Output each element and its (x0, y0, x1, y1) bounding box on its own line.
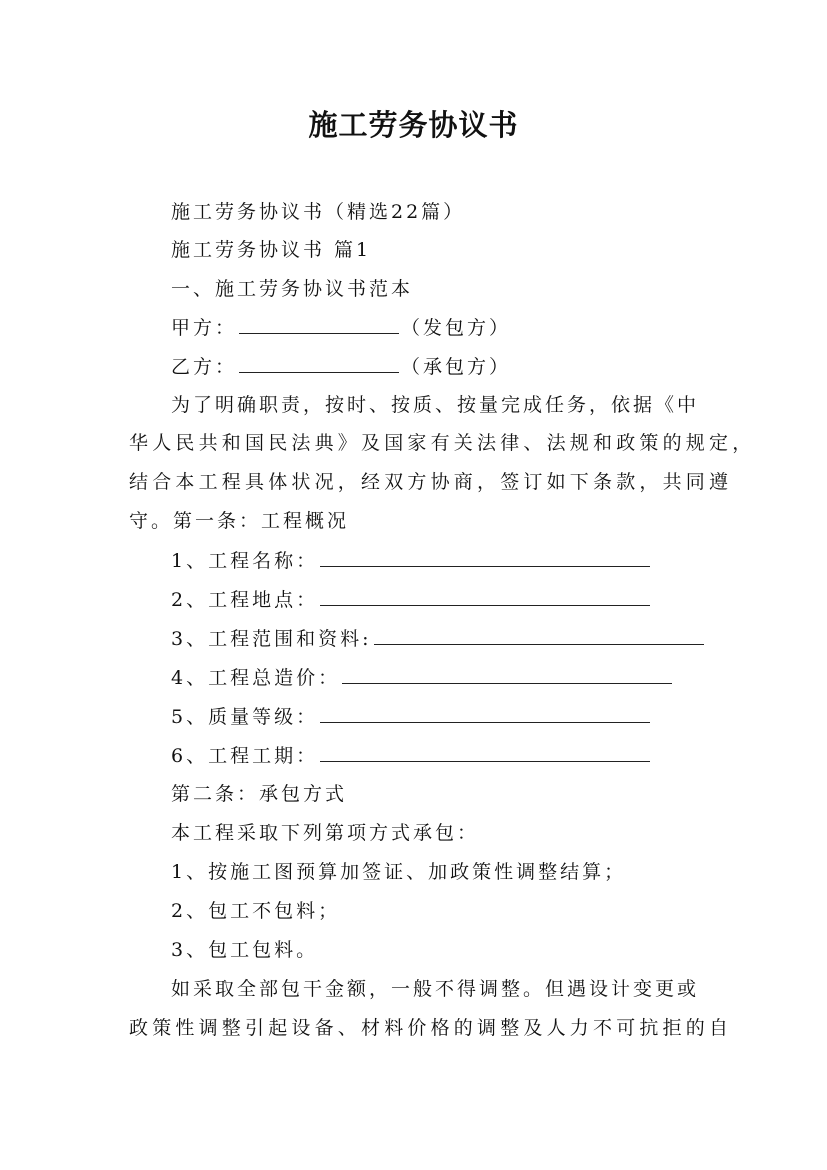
project-item-line (171, 704, 652, 729)
contract-option: 3、包工包料。 (171, 939, 319, 961)
project-item-line (171, 665, 674, 690)
project-item-label: 1、工程名称： (171, 550, 319, 572)
closing-line: 政策性调整引起设备、材料价格的调整及人力不可抗拒的自 (129, 1017, 733, 1039)
preamble-line: 结合本工程具体状况，经双方协商，签订如下条款，共同遵 (129, 471, 733, 493)
contract-option: 1、按施工图预算加签证、加政策性调整结算； (171, 861, 627, 883)
party-a-role: （发包方） (401, 317, 512, 339)
preamble-line: 华人民共和国民法典》及国家有关法律、法规和政策的规定， (129, 432, 756, 454)
project-item-blank[interactable] (320, 548, 650, 567)
section-heading: 一、施工劳务协议书范本 (171, 278, 414, 300)
project-item-blank[interactable] (320, 587, 650, 606)
project-item-label: 4、工程总造价： (171, 667, 341, 689)
project-item-line (171, 626, 706, 651)
party-b-label: 乙方： (171, 356, 238, 378)
piece-heading: 施工劳务协议书 篇1 (171, 239, 372, 261)
article-intro: 本工程采取下列第项方式承包： (171, 822, 480, 844)
project-item-blank[interactable] (374, 626, 704, 645)
article-heading: 第二条：承包方式 (171, 783, 348, 805)
party-b-role: （承包方） (401, 356, 512, 378)
project-item-line (171, 548, 652, 573)
party-a-label: 甲方： (171, 317, 238, 339)
project-item-blank[interactable] (342, 665, 672, 684)
party-b-line (171, 354, 511, 379)
preamble-line: 为了明确职责，按时、按质、按量完成任务，依据《中 (171, 394, 700, 416)
project-item-label: 5、质量等级： (171, 706, 319, 728)
project-item-line (171, 587, 652, 612)
project-item-blank[interactable] (320, 704, 650, 723)
project-item-label: 6、工程工期： (171, 745, 319, 767)
contract-option: 2、包工不包料； (171, 900, 341, 922)
project-item-blank[interactable] (320, 743, 650, 762)
party-a-blank[interactable] (239, 315, 399, 334)
project-item-label: 3、工程范围和资料: (171, 628, 372, 650)
party-b-blank[interactable] (239, 354, 399, 373)
project-item-label: 2、工程地点： (171, 589, 319, 611)
closing-line: 如采取全部包干金额，一般不得调整。但遇设计变更或 (171, 978, 700, 1000)
document-subtitle: 施工劳务协议书（精选22篇） (171, 201, 466, 223)
preamble-line: 守。第一条：工程概况 (129, 510, 350, 532)
project-item-line (171, 743, 652, 768)
party-a-line (171, 315, 511, 340)
document-title: 施工劳务协议书 (308, 108, 519, 142)
